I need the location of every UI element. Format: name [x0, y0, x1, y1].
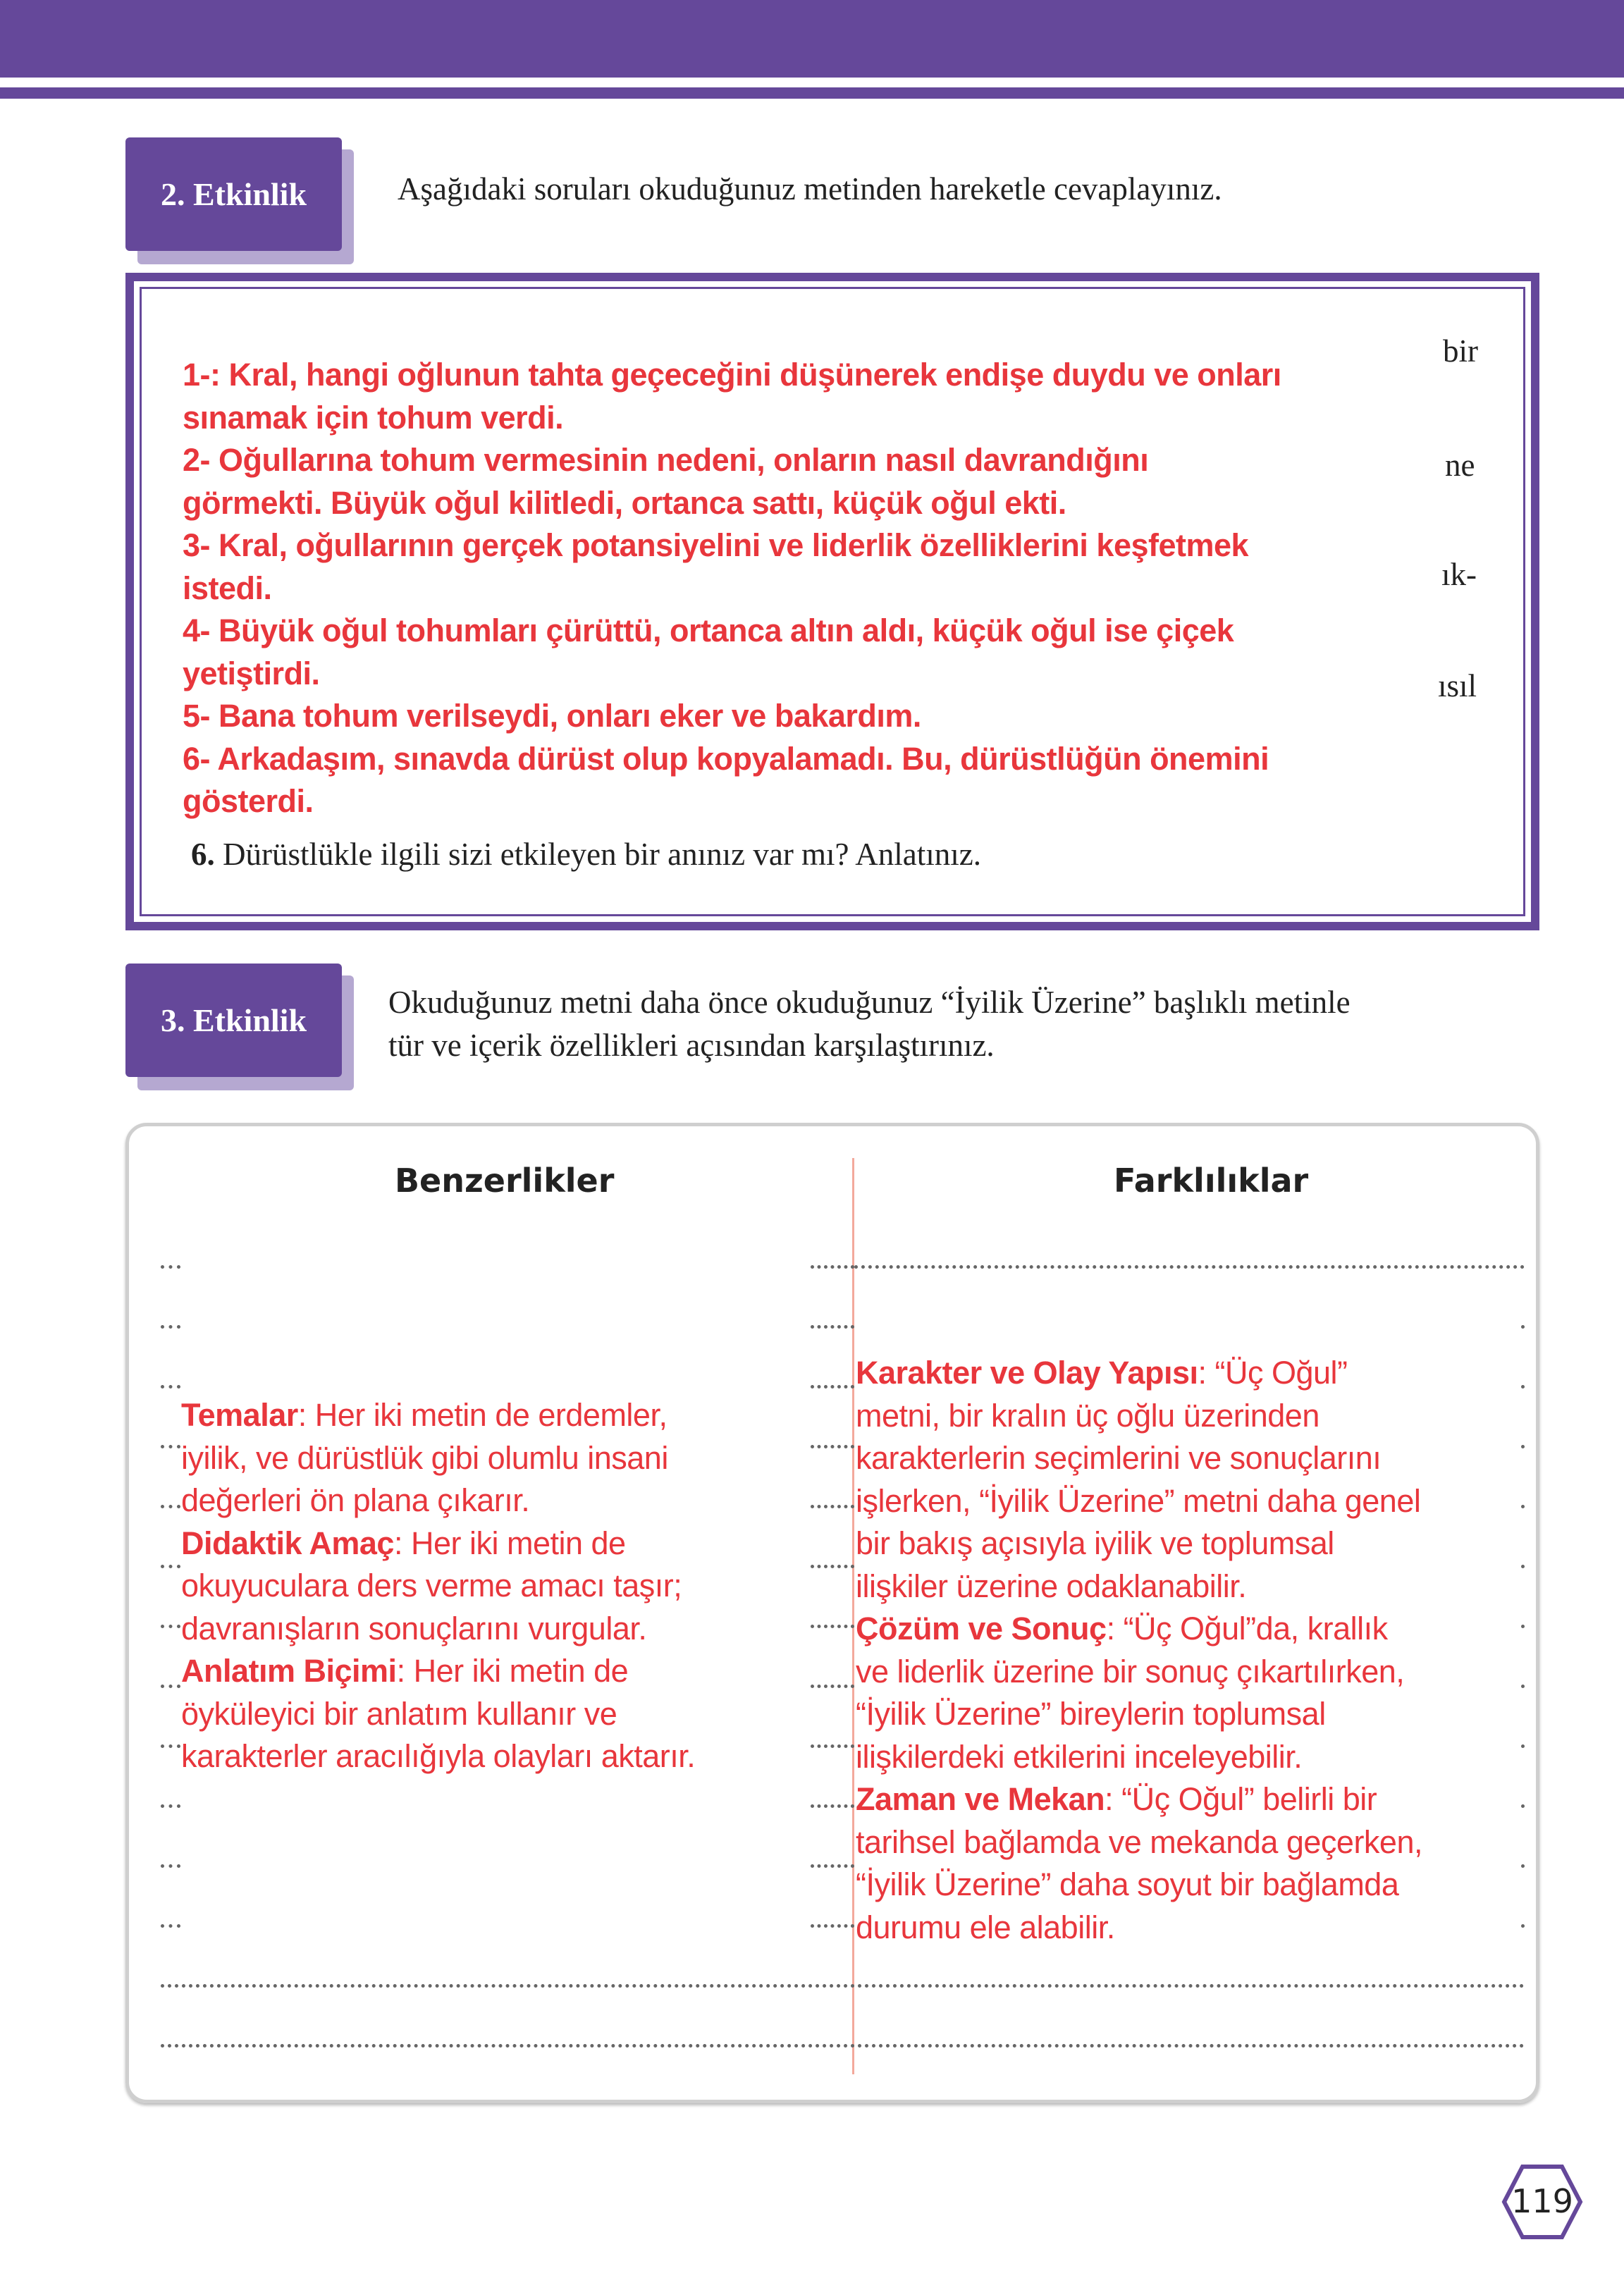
text-fragment: bir: [1443, 333, 1478, 369]
question-6: [191, 836, 981, 873]
header-stripe: [0, 87, 1624, 99]
dotted-line: [1521, 1744, 1525, 1748]
activity-3-instruction-line: Okuduğunuz metni daha önce okuduğunuz “İyilik Üzerine” başlıklı metinle: [388, 985, 1351, 1020]
dotted-line: [1521, 1325, 1525, 1329]
term-text: : Her iki metin de: [393, 1525, 626, 1561]
text-line: [181, 1611, 646, 1647]
dotted-line: [811, 1864, 854, 1868]
answer-line: 6- Arkadaşım, sınavda dürüst olup kopyalamadı. Bu, dürüstlüğün önemini: [183, 740, 1269, 777]
dotted-line: [811, 1265, 854, 1269]
dotted-line: [161, 1265, 180, 1269]
term-text: işlerken, “İyilik Üzerine” metni daha genel: [856, 1482, 1421, 1519]
text-line: [856, 1781, 1377, 1818]
term-label: Zaman ve Mekan: [856, 1781, 1105, 1817]
text-line: [856, 1355, 1348, 1391]
dotted-line: [1521, 1804, 1525, 1808]
term-text: ilişkiler üzerine odaklanabilir.: [856, 1568, 1247, 1604]
dotted-line: [811, 1505, 854, 1508]
term-text: : “Üç Oğul”da, krallık: [1106, 1611, 1388, 1646]
dotted-line: [811, 1445, 854, 1448]
answer-line: 5- Bana tohum verilseydi, onları eker ve bakardım.: [183, 698, 921, 734]
term-text: metni, bir kralın üç oğlu üzerinden: [856, 1397, 1320, 1434]
dotted-line: [161, 1505, 180, 1508]
page-number: 119: [1511, 2182, 1573, 2220]
text-line: [856, 1824, 1422, 1861]
text-line: [856, 1525, 1334, 1562]
dotted-line: [161, 1385, 180, 1389]
term-label: Çözüm ve Sonuç: [856, 1611, 1107, 1646]
dotted-line: [1521, 1445, 1525, 1448]
term-text: “İyilik Üzerine” daha soyut bir bağlamda: [856, 1866, 1399, 1902]
question-number: 6.: [191, 837, 215, 872]
term-text: : Her iki metin de: [396, 1653, 629, 1689]
dotted-line: [161, 1565, 180, 1568]
answer-line: 4- Büyük oğul tohumları çürüttü, ortanca altın aldı, küçük oğul ise çiçek: [183, 612, 1234, 648]
term-label: Didaktik Amaç: [181, 1525, 394, 1561]
term-text: “İyilik Üzerine” bireylerin toplumsal: [856, 1696, 1326, 1732]
dotted-line: [811, 1804, 854, 1808]
dotted-line: [811, 1685, 854, 1688]
text-line: [181, 1738, 695, 1775]
text-line: [856, 1866, 1398, 1903]
dotted-line: [1521, 1864, 1525, 1868]
answer-line: 1-: Kral, hangi oğlunun tahta geçeceğini düşünerek endişe duydu ve onları: [183, 357, 1281, 393]
header-band: [0, 0, 1624, 78]
term-text: : Her iki metin de erdemler,: [297, 1397, 668, 1433]
text-line: [856, 1483, 1420, 1520]
dotted-line: [161, 1804, 180, 1808]
text-line: [856, 1611, 1388, 1647]
text-fragment: ık-: [1441, 557, 1477, 592]
text-line: [181, 1653, 628, 1689]
dotted-line: [161, 1924, 180, 1928]
answer-line: yetiştirdi.: [183, 655, 320, 691]
term-label: Karakter ve Olay Yapısı: [856, 1355, 1198, 1391]
answer-line: gösterdi.: [183, 783, 314, 819]
text-line: [856, 1568, 1246, 1605]
term-text: durumu ele alabilir.: [856, 1909, 1115, 1945]
differences-heading: Farklılıklar: [1114, 1162, 1309, 1200]
activity-2-label: 2. Etkinlik: [160, 176, 307, 212]
term-text: davranışların sonuçlarını vurgular.: [181, 1610, 647, 1646]
answer-line: istedi.: [183, 570, 272, 606]
text-line: [856, 1739, 1302, 1775]
activity-3-instruction-line: tür ve içerik özellikleri açısından karşılaştırınız.: [388, 1028, 995, 1063]
term-label: Anlatım Biçimi: [181, 1653, 397, 1689]
dotted-line: [1521, 1685, 1525, 1688]
dotted-line: [811, 1625, 854, 1628]
dotted-line: [811, 1385, 854, 1389]
dotted-line: [1521, 1565, 1525, 1568]
dotted-line: [161, 1685, 180, 1688]
dotted-line: [161, 1984, 1525, 1988]
activity-3-label: 3. Etkinlik: [160, 1002, 307, 1038]
dotted-line: [161, 1625, 180, 1628]
term-text: karakterlerin seçimlerini ve sonuçlarını: [856, 1440, 1382, 1476]
dotted-line: [161, 1325, 180, 1329]
dotted-line: [811, 1744, 854, 1748]
text-fragment: ısıl: [1438, 668, 1477, 703]
term-text: değerleri ön plana çıkarır.: [181, 1482, 530, 1518]
dotted-line: [1521, 1625, 1525, 1628]
term-text: karakterler aracılığıyla olayları aktarır.: [181, 1738, 696, 1774]
text-line: [856, 1440, 1381, 1477]
term-text: okuyuculara ders verme amacı taşır;: [181, 1568, 682, 1603]
text-line: [856, 1909, 1115, 1946]
text-line: [856, 1696, 1326, 1732]
text-line: [856, 1654, 1404, 1690]
dotted-line: [161, 1445, 180, 1448]
text-line: [181, 1525, 626, 1562]
dotted-line: [811, 1565, 854, 1568]
term-text: ve liderlik üzerine bir sonuç çıkartılırken,: [856, 1653, 1405, 1689]
answer-line: görmekti. Büyük oğul kilitledi, ortanca sattı, küçük oğul ekti.: [183, 484, 1066, 521]
text-line: [181, 1568, 682, 1604]
column-divider: [852, 1158, 854, 2074]
dotted-line: [161, 1864, 180, 1868]
term-text: öyküleyici bir anlatım kullanır ve: [181, 1695, 617, 1732]
text-fragment: ne: [1445, 448, 1475, 483]
text-line: [856, 1398, 1320, 1434]
term-text: : “Üç Oğul” belirli bir: [1105, 1781, 1377, 1817]
answer-line: sınamak için tohum verdi.: [183, 399, 564, 436]
similarities-heading: Benzerlikler: [395, 1162, 615, 1200]
text-line: [181, 1440, 668, 1477]
activity-2-instruction: Aşağıdaki soruları okuduğunuz metinden hareketle cevaplayınız.: [398, 171, 1222, 207]
term-text: iyilik, ve dürüstlük gibi olumlu insani: [181, 1439, 668, 1476]
dotted-line: [1521, 1924, 1525, 1928]
text-line: [181, 1696, 617, 1732]
term-text: : “Üç Oğul”: [1198, 1355, 1348, 1391]
question-text: Dürüstlükle ilgili sizi etkileyen bir anınız var mı? Anlatınız.: [214, 837, 982, 872]
answer-line: 2- Oğullarına tohum vermesinin nedeni, onların nasıl davrandığını: [183, 442, 1149, 478]
dotted-line: [161, 2044, 1525, 2048]
dotted-line: [811, 1924, 854, 1928]
dotted-line: [1521, 1385, 1525, 1389]
activity-2-tab: [125, 137, 342, 251]
term-text: ilişkilerdeki etkilerini inceleyebilir.: [856, 1738, 1303, 1775]
term-text: bir bakış açısıyla iyilik ve toplumsal: [856, 1525, 1334, 1561]
dotted-line: [811, 1325, 854, 1329]
text-line: [181, 1397, 667, 1434]
term-label: Temalar: [181, 1397, 298, 1433]
activity-3-tab: [125, 964, 342, 1077]
dotted-line: [854, 1265, 1525, 1269]
text-line: [181, 1482, 529, 1519]
answer-line: 3- Kral, oğullarının gerçek potansiyelini ve liderlik özelliklerini keşfetmek: [183, 527, 1249, 563]
term-text: tarihsel bağlamda ve mekanda geçerken,: [856, 1823, 1422, 1860]
dotted-line: [161, 1744, 180, 1748]
dotted-line: [1521, 1505, 1525, 1508]
